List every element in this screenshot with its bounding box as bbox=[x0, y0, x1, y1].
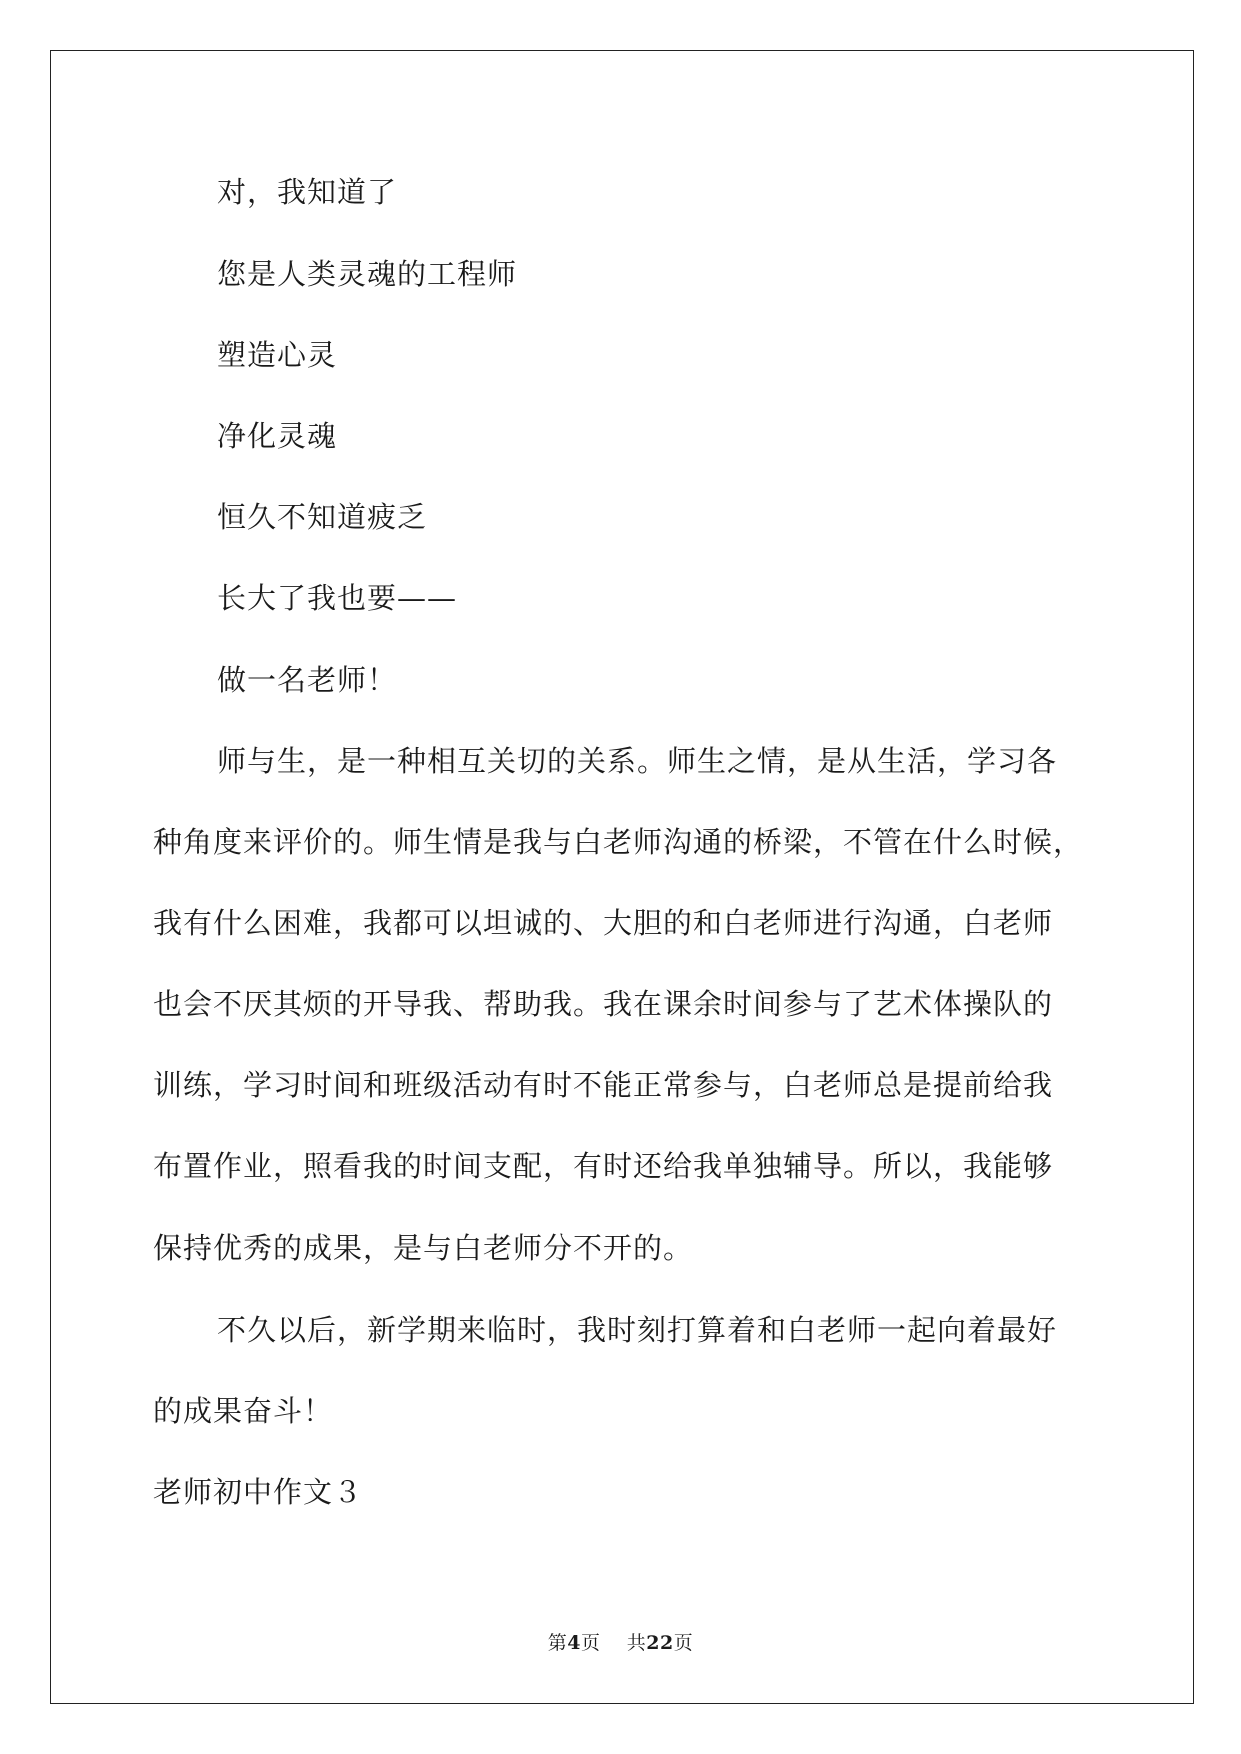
poem-line: 塑造心灵 bbox=[217, 338, 338, 372]
paragraph-line: 保持优秀的成果，是与白老师分不开的。 bbox=[153, 1231, 694, 1265]
paragraph-line: 也会不厌其烦的开导我、帮助我。我在课余时间参与了艺术体操队的 bbox=[153, 987, 1054, 1021]
footer-total-suffix: 页 bbox=[673, 1632, 694, 1654]
footer-page-number: 4 bbox=[567, 1632, 582, 1654]
section-title: 老师初中作文３ bbox=[153, 1475, 364, 1509]
footer-prefix: 第 bbox=[547, 1632, 568, 1654]
page-frame bbox=[50, 50, 1194, 1704]
paragraph-line: 的成果奋斗！ bbox=[153, 1394, 334, 1428]
paragraph-line: 布置作业，照看我的时间支配，有时还给我单独辅导。所以，我能够 bbox=[153, 1149, 1054, 1183]
poem-line: 对，我知道了 bbox=[217, 175, 398, 209]
paragraph-line: 种角度来评价的。师生情是我与白老师沟通的桥梁，不管在什么时候， bbox=[153, 825, 1084, 859]
footer-total-pages: 22 bbox=[646, 1632, 674, 1654]
page-footer bbox=[0, 1631, 1241, 1655]
paragraph-line: 不久以后，新学期来临时，我时刻打算着和白老师一起向着最好 bbox=[217, 1313, 1058, 1347]
paragraph-line: 训练，学习时间和班级活动有时不能正常参与，白老师总是提前给我 bbox=[153, 1068, 1054, 1102]
poem-line: 做一名老师！ bbox=[217, 663, 398, 697]
paragraph-line: 我有什么困难，我都可以坦诚的、大胆的和白老师进行沟通，白老师 bbox=[153, 906, 1054, 940]
paragraph-line: 师与生，是一种相互关切的关系。师生之情，是从生活，学习各 bbox=[217, 744, 1058, 778]
poem-line: 恒久不知道疲乏 bbox=[217, 500, 428, 534]
poem-line: 净化灵魂 bbox=[217, 419, 338, 453]
footer-page-suffix: 页 bbox=[581, 1632, 601, 1654]
poem-line: 长大了我也要—— bbox=[217, 581, 458, 615]
poem-line: 您是人类灵魂的工程师 bbox=[217, 257, 518, 291]
footer-total-prefix: 共 bbox=[626, 1632, 647, 1654]
